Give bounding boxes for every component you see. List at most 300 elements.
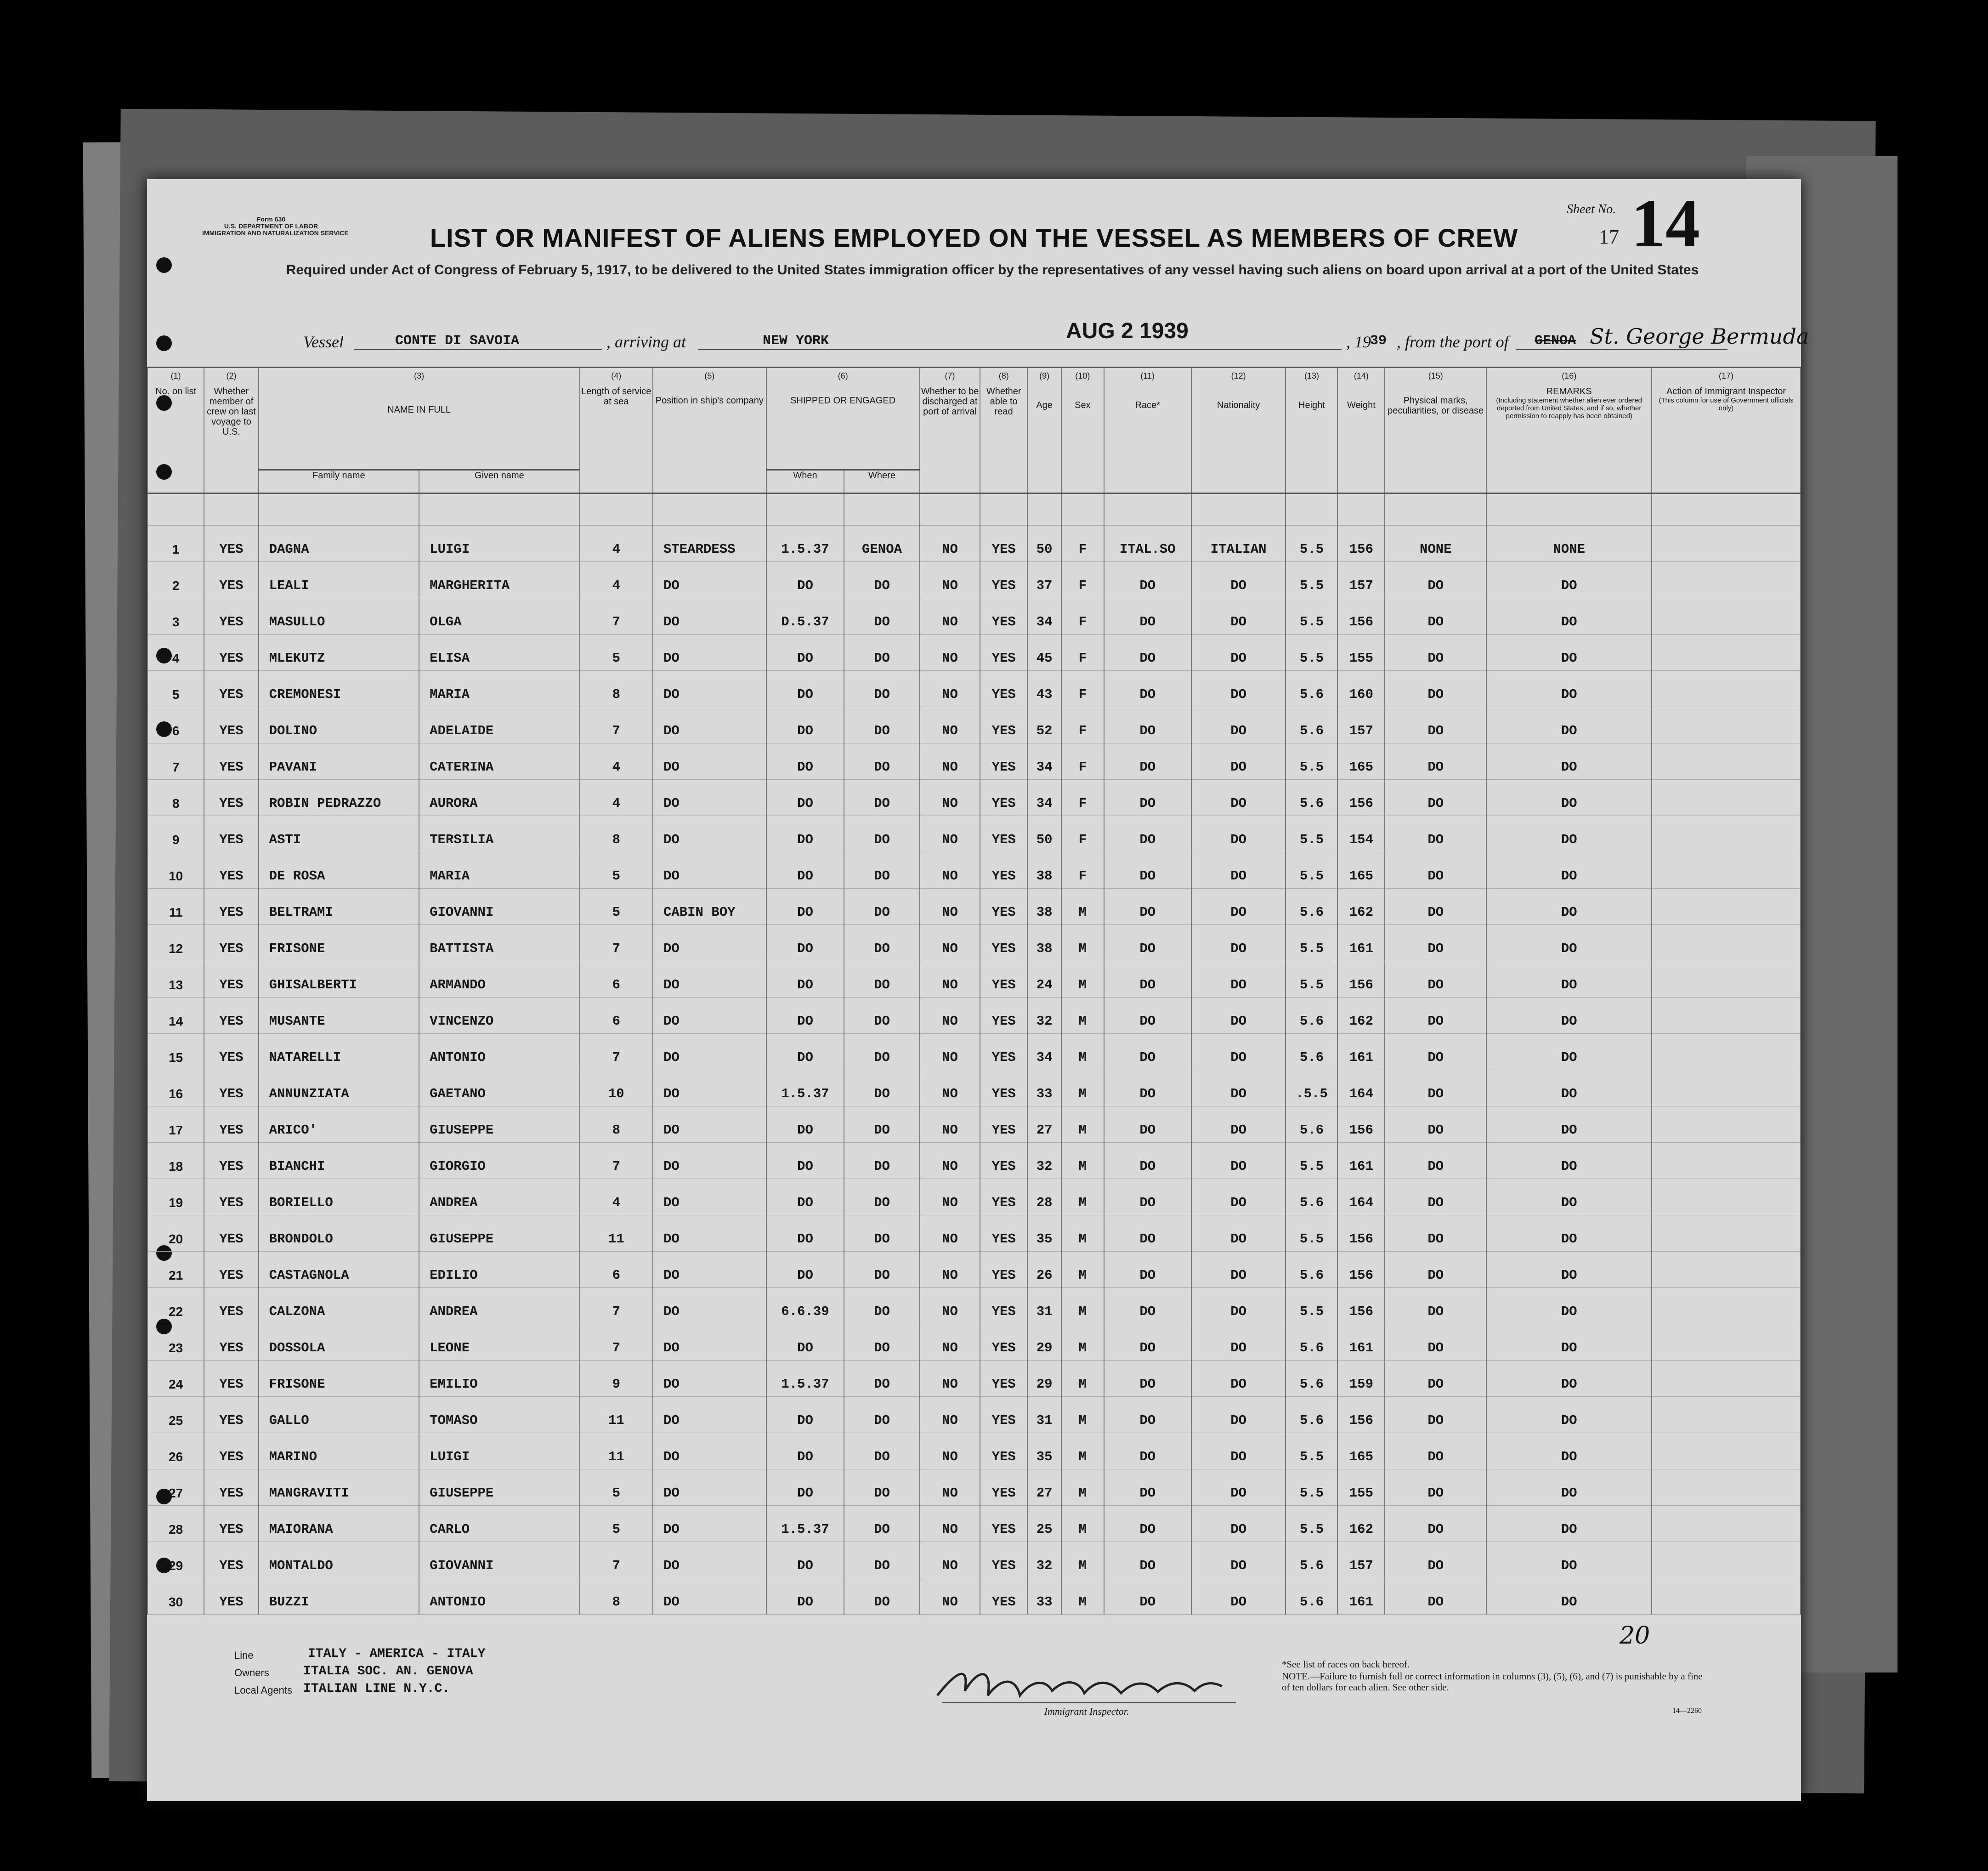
cell-member: YES [204,1433,258,1469]
col-num: (5) [653,368,766,387]
cell-no: 23 [147,1324,204,1361]
table-row [147,998,1801,1034]
cell-given-name: GIUSEPPE [419,1106,580,1143]
cell-given-name: LUIGI [419,526,580,562]
cell-physical: DO [1385,743,1486,780]
cell-height: 5.6 [1286,1578,1337,1615]
header-family-name: Family name [259,470,419,493]
cell-remarks: DO [1486,1288,1652,1324]
cell-where: DO [844,1143,919,1179]
header-no-on-list: No. on list [147,386,204,493]
table-row [147,925,1801,961]
cell-family-name: LEALI [259,562,419,598]
cell-discharged: NO [920,562,980,598]
cell-when: 1.5.37 [766,526,844,562]
cell-given-name: GIUSEPPE [419,1469,580,1506]
cell-given-name: CARLO [419,1506,580,1542]
cell-weight: 156 [1337,1397,1385,1433]
cell-sex: M [1061,1252,1104,1288]
col-num: (16) [1486,368,1652,387]
table-row [147,1324,1801,1361]
cell-where: DO [844,1397,919,1433]
cell-given-name: GIUSEPPE [419,1215,580,1252]
cell-discharged: NO [920,1433,980,1469]
cell-remarks: DO [1486,598,1652,635]
cell-position: DO [653,1179,766,1215]
cell-height: .5.5 [1286,1070,1337,1106]
cell-action [1652,1288,1801,1324]
cell-able-read: YES [980,1215,1027,1252]
cell-able-read: YES [980,780,1027,816]
cell-given-name: GIOVANNI [419,889,580,925]
col-num: (15) [1385,368,1486,387]
cell-length: 5 [580,852,653,889]
cell-remarks: DO [1486,1361,1652,1397]
cell-nationality: DO [1191,852,1286,889]
cell-discharged: NO [920,1215,980,1252]
cell-weight: 157 [1337,707,1385,743]
header-weight: Weight [1337,386,1385,493]
cell-given-name: GAETANO [419,1070,580,1106]
cell-given-name: MARGHERITA [419,562,580,598]
cell-sex: M [1061,1578,1104,1615]
cell-family-name: DOSSOLA [259,1324,419,1361]
cell-given-name: EDILIO [419,1252,580,1288]
header-given-name: Given name [419,470,580,493]
cell-nationality: DO [1191,1143,1286,1179]
cell-nationality: DO [1191,925,1286,961]
cell-position: DO [653,1215,766,1252]
cell-position: DO [653,598,766,635]
cell-member: YES [204,1288,258,1324]
header-position: Position in ship's company [653,386,766,493]
cell-able-read: YES [980,1179,1027,1215]
cell-height: 5.6 [1286,1034,1337,1070]
cell-age: 52 [1027,707,1061,743]
table-row [147,1433,1801,1469]
cell-sex: M [1061,1324,1104,1361]
cell-physical: DO [1385,1361,1486,1397]
cell-given-name: OLGA [419,598,580,635]
cell-remarks: DO [1486,1469,1652,1506]
cell-length: 5 [580,1506,653,1542]
cell-where: DO [844,998,919,1034]
cell-member: YES [204,1578,258,1615]
cell-age: 32 [1027,1143,1061,1179]
cell-length: 8 [580,1578,653,1615]
cell-height: 5.6 [1286,1361,1337,1397]
cell-race: DO [1104,1215,1191,1252]
cell-when: DO [766,1542,844,1578]
cell-position: DO [653,1288,766,1324]
cell-where: DO [844,1034,919,1070]
cell-sex: M [1061,1215,1104,1252]
cell-race: DO [1104,780,1191,816]
cell-race: DO [1104,1578,1191,1615]
cell-weight: 165 [1337,743,1385,780]
cell-race: DO [1104,961,1191,998]
cell-remarks: DO [1486,743,1652,780]
cell-action [1652,1397,1801,1433]
cell-race: DO [1104,743,1191,780]
cell-when: DO [766,1397,844,1433]
cell-able-read: YES [980,1034,1027,1070]
cell-race: DO [1104,671,1191,707]
cell-when: 6.6.39 [766,1288,844,1324]
manifest-sheet [147,179,1809,1801]
cell-remarks: DO [1486,1179,1652,1215]
cell-action [1652,635,1801,671]
cell-height: 5.5 [1286,526,1337,562]
cell-sex: F [1061,780,1104,816]
cell-height: 5.5 [1286,1469,1337,1506]
cell-remarks: DO [1486,1324,1652,1361]
cell-no: 15 [147,1034,204,1070]
cell-discharged: NO [920,998,980,1034]
cell-remarks: DO [1486,707,1652,743]
cell-length: 7 [580,1324,653,1361]
cell-nationality: DO [1191,1361,1286,1397]
cell-position: DO [653,671,766,707]
cell-age: 35 [1027,1215,1061,1252]
cell-where: DO [844,889,919,925]
cell-nationality: DO [1191,671,1286,707]
cell-action [1652,998,1801,1034]
cell-sex: M [1061,1106,1104,1143]
cell-family-name: CREMONESI [259,671,419,707]
cell-able-read: YES [980,1324,1027,1361]
cell-given-name: ELISA [419,635,580,671]
cell-age: 43 [1027,671,1061,707]
cell-age: 35 [1027,1433,1061,1469]
cell-height: 5.5 [1286,816,1337,852]
form-number: Form 630 [256,215,286,223]
table-row [147,598,1801,635]
cell-remarks: DO [1486,1252,1652,1288]
cell-nationality: DO [1191,1397,1286,1433]
cell-no: 27 [147,1469,204,1506]
cell-height: 5.5 [1286,961,1337,998]
sheet-label: Sheet No. [1567,202,1616,216]
header-name-in-full: NAME IN FULL [259,386,580,470]
table-row [147,743,1801,780]
cell-member: YES [204,526,258,562]
cell-discharged: NO [920,1578,980,1615]
cell-family-name: ARICO' [259,1106,419,1143]
cell-when: DO [766,889,844,925]
cell-family-name: FRISONE [259,1361,419,1397]
cell-length: 7 [580,1143,653,1179]
cell-where: DO [844,1433,919,1469]
cell-no: 1 [147,526,204,562]
cell-weight: 164 [1337,1179,1385,1215]
cell-nationality: ITALIAN [1191,526,1286,562]
cell-remarks: DO [1486,1397,1652,1433]
cell-no: 20 [147,1215,204,1252]
cell-discharged: NO [920,1324,980,1361]
cell-when: DO [766,1179,844,1215]
cell-age: 27 [1027,1106,1061,1143]
cell-position: DO [653,1578,766,1615]
cell-position: DO [653,780,766,816]
cell-family-name: MARINO [259,1433,419,1469]
cell-length: 5 [580,635,653,671]
table-row [147,1106,1801,1143]
cell-where: DO [844,562,919,598]
owners-label: Owners [234,1667,269,1678]
cell-given-name: MARIA [419,671,580,707]
cell-action [1652,1252,1801,1288]
cell-when: DO [766,925,844,961]
cell-able-read: YES [980,1143,1027,1179]
cell-nationality: DO [1191,961,1286,998]
cell-when: DO [766,562,844,598]
cell-race: DO [1104,998,1191,1034]
cell-given-name: ANDREA [419,1179,580,1215]
cell-when: 1.5.37 [766,1361,844,1397]
cell-remarks: DO [1486,889,1652,925]
table-row [147,1469,1801,1506]
cell-height: 5.5 [1286,598,1337,635]
cell-where: DO [844,1506,919,1542]
cell-weight: 156 [1337,1252,1385,1288]
sheet-original-number: 17 [1599,226,1619,248]
cell-able-read: YES [980,998,1027,1034]
cell-able-read: YES [980,1469,1027,1506]
cell-when: DO [766,998,844,1034]
cell-sex: M [1061,1034,1104,1070]
cell-when: DO [766,961,844,998]
cell-discharged: NO [920,743,980,780]
header-length-service: Length of service at sea [580,386,653,493]
cell-race: DO [1104,889,1191,925]
cell-nationality: DO [1191,1288,1286,1324]
cell-remarks: DO [1486,1143,1652,1179]
table-row [147,1215,1801,1252]
cell-nationality: DO [1191,1578,1286,1615]
cell-nationality: DO [1191,998,1286,1034]
cell-no: 21 [147,1252,204,1288]
cell-family-name: DE ROSA [259,852,419,889]
cell-discharged: NO [920,1506,980,1542]
header-height: Height [1286,386,1337,493]
cell-age: 34 [1027,743,1061,780]
cell-nationality: DO [1191,1034,1286,1070]
header-action-title: Action of Immigrant Inspector [1666,386,1786,397]
cell-physical: DO [1385,1034,1486,1070]
date-stamp: AUG 2 1939 [1066,319,1189,343]
cell-nationality: DO [1191,743,1286,780]
cell-length: 7 [580,1542,653,1578]
cell-height: 5.5 [1286,635,1337,671]
cell-member: YES [204,1397,258,1433]
cell-member: YES [204,816,258,852]
cell-race: DO [1104,707,1191,743]
cell-when: DO [766,1143,844,1179]
cell-physical: DO [1385,635,1486,671]
cell-sex: M [1061,1179,1104,1215]
cell-where: DO [844,1361,919,1397]
cell-length: 11 [580,1215,653,1252]
cell-no: 4 [147,635,204,671]
cell-sex: F [1061,598,1104,635]
cell-age: 38 [1027,925,1061,961]
cell-action [1652,925,1801,961]
cell-physical: DO [1385,1506,1486,1542]
cell-member: YES [204,925,258,961]
cell-family-name: BELTRAMI [259,889,419,925]
cell-member: YES [204,961,258,998]
cell-sex: M [1061,1288,1104,1324]
cell-action [1652,1469,1801,1506]
header-remarks-title: REMARKS [1546,386,1592,397]
cell-discharged: NO [920,1288,980,1324]
cell-nationality: DO [1191,889,1286,925]
cell-family-name: NATARELLI [259,1034,419,1070]
cell-height: 5.6 [1286,1324,1337,1361]
cell-height: 5.6 [1286,780,1337,816]
cell-where: DO [844,743,919,780]
table-row [147,1361,1801,1397]
cell-physical: DO [1385,1106,1486,1143]
cell-length: 5 [580,1469,653,1506]
cell-given-name: LEONE [419,1324,580,1361]
cell-member: YES [204,1506,258,1542]
cell-age: 32 [1027,998,1061,1034]
cell-height: 5.6 [1286,707,1337,743]
cell-when: DO [766,1215,844,1252]
cell-member: YES [204,1143,258,1179]
col-num: (6) [766,368,920,387]
cell-member: YES [204,671,258,707]
cell-height: 5.6 [1286,1397,1337,1433]
vessel-name: CONTE DI SAVOIA [395,333,520,349]
cell-member: YES [204,1034,258,1070]
cell-age: 25 [1027,1506,1061,1542]
cell-action [1652,816,1801,852]
cell-length: 9 [580,1361,653,1397]
cell-age: 29 [1027,1324,1061,1361]
header-action-sub: (This column for use of Government officials only) [1659,397,1794,412]
cell-race: DO [1104,852,1191,889]
cell-when: DO [766,1578,844,1615]
cell-sex: M [1061,1506,1104,1542]
cell-when: DO [766,852,844,889]
cell-weight: 155 [1337,1469,1385,1506]
cell-age: 31 [1027,1397,1061,1433]
cell-position: DO [653,707,766,743]
cell-given-name: TERSILIA [419,816,580,852]
cell-age: 26 [1027,1252,1061,1288]
cell-given-name: GIOVANNI [419,1542,580,1578]
cell-physical: DO [1385,1252,1486,1288]
cell-physical: DO [1385,671,1486,707]
table-row [147,562,1801,598]
header-age: Age [1027,386,1061,493]
cell-length: 8 [580,671,653,707]
header-when: When [766,470,844,493]
cell-family-name: MLEKUTZ [259,635,419,671]
col-num: (3) [259,368,580,387]
cell-weight: 155 [1337,635,1385,671]
cell-race: DO [1104,1361,1191,1397]
cell-height: 5.6 [1286,1179,1337,1215]
cell-position: DO [653,1034,766,1070]
cell-physical: DO [1385,1397,1486,1433]
table-row [147,1288,1801,1324]
cell-physical: DO [1385,1288,1486,1324]
cell-nationality: DO [1191,1070,1286,1106]
cell-action [1652,1070,1801,1106]
cell-action [1652,1433,1801,1469]
cell-action [1652,1215,1801,1252]
cell-no: 17 [147,1106,204,1143]
cell-when: DO [766,1106,844,1143]
signature-line [942,1702,1236,1703]
cell-where: DO [844,1469,919,1506]
agents-label: Local Agents [234,1684,292,1696]
cell-weight: 162 [1337,1506,1385,1542]
header-action [1652,386,1801,493]
cell-weight: 162 [1337,998,1385,1034]
cell-given-name: AURORA [419,780,580,816]
cell-family-name: DAGNA [259,526,419,562]
cell-discharged: NO [920,635,980,671]
cell-family-name: MUSANTE [259,998,419,1034]
cell-position: DO [653,998,766,1034]
table-row [147,635,1801,671]
cell-physical: DO [1385,925,1486,961]
cell-given-name: BATTISTA [419,925,580,961]
header-remarks-sub: (Including statement whether alien ever ordered deported from United States, and if so, whether permission to reapply has been obtained) [1496,397,1643,420]
cell-nationality: DO [1191,598,1286,635]
cell-age: 32 [1027,1542,1061,1578]
cell-able-read: YES [980,1506,1027,1542]
cell-no: 26 [147,1433,204,1469]
cell-given-name: CATERINA [419,743,580,780]
vessel-label: Vessel [303,333,344,351]
cell-age: 45 [1027,635,1061,671]
inspector-label: Immigrant Inspector. [1044,1706,1129,1717]
cell-position: DO [653,743,766,780]
cell-action [1652,1361,1801,1397]
cell-given-name: ADELAIDE [419,707,580,743]
cell-action [1652,780,1801,816]
cell-weight: 156 [1337,961,1385,998]
cell-physical: DO [1385,1179,1486,1215]
cell-race: DO [1104,1070,1191,1106]
cell-age: 50 [1027,526,1061,562]
cell-where: DO [844,1215,919,1252]
cell-remarks: DO [1486,780,1652,816]
table-row [147,1397,1801,1433]
cell-action [1652,889,1801,925]
cell-position: DO [653,1070,766,1106]
cell-able-read: YES [980,671,1027,707]
col-num: (13) [1286,368,1337,387]
header-race: Race* [1104,386,1191,493]
cell-physical: DO [1385,562,1486,598]
cell-member: YES [204,598,258,635]
cell-length: 4 [580,526,653,562]
cell-when: DO [766,635,844,671]
cell-member: YES [204,1179,258,1215]
cell-weight: 161 [1337,1034,1385,1070]
cell-action [1652,1106,1801,1143]
cell-age: 27 [1027,1469,1061,1506]
cell-able-read: YES [980,743,1027,780]
cell-family-name: CALZONA [259,1288,419,1324]
